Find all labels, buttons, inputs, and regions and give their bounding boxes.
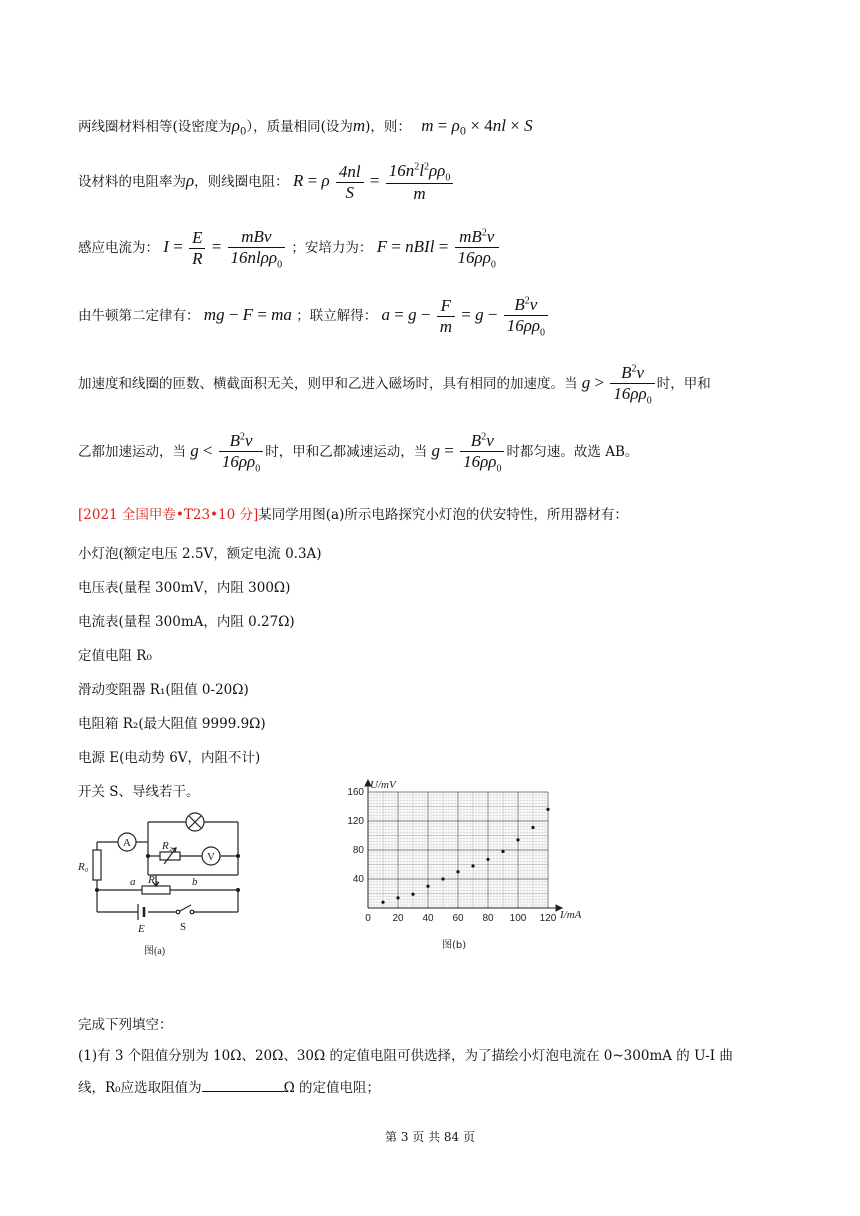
solution-line-5: 加速度和线圈的匝数、横截面积无关，则甲和乙进入磁场时，具有相同的加速度。当 g > $\frac{B^2v}{16\rho\rho_0}$ 时，甲和 [78, 363, 711, 407]
text: 时都匀速。故选 AB。 [506, 444, 639, 461]
solution-line-1: 两线圈材料相等(设密度为$\rho_0$），质量相同(设为m)，则： $m = \rho_0 \times 4nl \times S$ [78, 116, 533, 138]
text: ；联立解得： [296, 308, 378, 325]
y-axis-label: U/mV [370, 779, 396, 791]
problem-tag: [2021 全国甲卷•T23•10 分] [78, 507, 259, 523]
x-tick-label: 0 [365, 913, 371, 924]
text: ），质量相同(设为 [246, 119, 353, 135]
u-i-chart [330, 770, 602, 960]
r1-label: R₁ [148, 874, 159, 886]
text: 乙都加速运动，当 [78, 444, 186, 461]
equipment-item: 小灯泡(额定电压 2.5V，额定电流 0.3A) [78, 546, 322, 562]
text: 由牛顿第二定律有： [78, 308, 200, 325]
x-tick-label: 100 [509, 913, 527, 924]
text: 线，R₀应选取阻值为 [78, 1080, 202, 1096]
equipment-item: 定值电阻 R₀ [78, 648, 152, 664]
answer-blank[interactable] [202, 1079, 284, 1092]
solution-line-6: 乙都加速运动，当 g < $\frac{B^2v}{16\rho\rho_0}$ 时，甲和乙都减速运动，当 g = $\frac{B^2v}{16\rho\rho_0}$ 时都匀速。故选 AB。 [78, 431, 639, 475]
a-label: a [130, 876, 136, 888]
b-label: b [192, 876, 198, 888]
voltmeter-label: V [207, 851, 215, 863]
y-tick-label: 40 [352, 874, 364, 885]
data-point [531, 826, 534, 829]
y-tick-label: 120 [347, 816, 364, 827]
data-point [456, 870, 459, 873]
solution-line-3: 感应电流为： I = $\frac{E}{R}$ = $\frac{\text{mBv}}{16nl\rho\rho_0}$ ；安培力为： F = nBIl = $\frac{mB^2v}{16\rho\rho_0}$ [78, 227, 501, 270]
question-1-line-1: (1)有 3 个阻值分别为 10Ω、20Ω、30Ω 的定值电阻可供选择，为了描绘小灯泡电流在 0~300mA 的 U-I 曲 [78, 1048, 733, 1064]
circuit-diagram [72, 808, 252, 960]
x-tick-label: 60 [452, 913, 464, 924]
y-tick-label: 80 [352, 845, 364, 856]
x-tick-label: 40 [422, 913, 434, 924]
data-point [501, 850, 504, 853]
text: ，则线圈电阻： [194, 174, 289, 191]
equipment-item: 电压表(量程 300mV，内阻 300Ω) [78, 580, 291, 596]
e-label: E [138, 923, 145, 935]
text: 感应电流为： [78, 240, 159, 257]
x-axis-label: I/mA [560, 909, 582, 921]
text: ；安培力为： [291, 240, 373, 257]
problem-intro: 某同学用图(a)所示电路探究小灯泡的伏安特性，所用器材有： [258, 507, 628, 523]
r0-label: R₀ [78, 861, 89, 873]
data-point [426, 885, 429, 888]
text: Ω 的定值电阻； [283, 1080, 381, 1096]
x-tick-label: 20 [392, 913, 404, 924]
equipment-item: 电阻箱 R₂(最大阻值 9999.9Ω) [78, 716, 266, 732]
data-point [471, 864, 474, 867]
question-1-line-2 [78, 1076, 380, 1096]
problem-header [78, 503, 628, 523]
data-point [411, 893, 414, 896]
equipment-item: 开关 S、导线若干。 [78, 784, 200, 800]
caption-a: 图(a) [144, 946, 166, 957]
r2-label: R₂ [162, 840, 173, 852]
x-tick-label: 80 [482, 913, 494, 924]
text: 时，甲和乙都减速运动，当 [265, 444, 428, 461]
s-label: S [180, 921, 187, 933]
text: 加速度和线圈的匝数、横截面积无关，则甲和乙进入磁场时，具有相同的加速度。当 [78, 376, 578, 393]
data-point [486, 858, 489, 861]
text: 设材料的电阻率为 [78, 174, 186, 191]
data-point [381, 901, 384, 904]
equipment-item: 电源 E(电动势 6V，内阻不计) [78, 750, 261, 766]
data-point [396, 896, 399, 899]
text: 两线圈材料相等(设密度为 [78, 119, 232, 135]
text: 时，甲和 [656, 376, 711, 393]
data-point [546, 808, 549, 811]
caption-b: 图(b) [442, 940, 467, 951]
x-tick-label: 120 [539, 913, 557, 924]
text: )，则： [365, 119, 411, 135]
page-footer: 第 3 页 共 84 页 [385, 1130, 475, 1144]
fill-title: 完成下列填空： [78, 1017, 173, 1033]
equipment-item: 电流表(量程 300mA，内阻 0.27Ω) [78, 614, 295, 630]
y-tick-label: 160 [347, 787, 364, 798]
equipment-item: 滑动变阻器 R₁(阻值 0-20Ω) [78, 682, 249, 698]
data-point [516, 838, 519, 841]
data-point [441, 877, 444, 880]
ammeter-label: A [123, 837, 131, 849]
solution-line-4: 由牛顿第二定律有： mg − F = ma ；联立解得： a = g − $\frac{F}{m}$ = g − $\frac{B^2v}{16\rho\rho_0}$ [78, 295, 550, 338]
solution-line-2: 设材料的电阻率为ρ，则线圈电阻： R = ρ $\frac{4nl}{S}$ = $\frac{16n^2l^2\rho\rho_0}{m}$ [78, 161, 455, 204]
